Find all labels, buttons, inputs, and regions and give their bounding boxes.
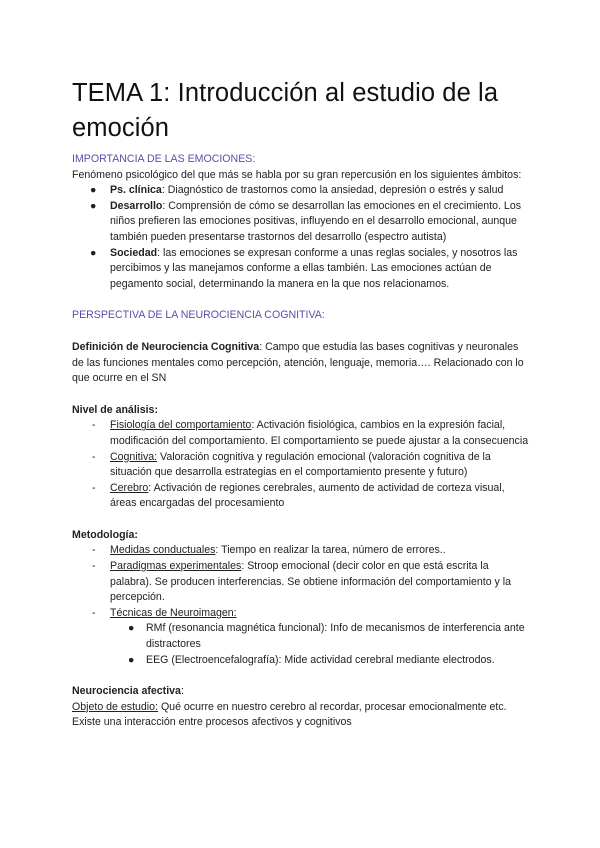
item-term: Cerebro: [110, 481, 149, 494]
item-text: EEG (Electroencefalografía): Mide actividad cerebral mediante electrodos.: [146, 653, 495, 666]
item-term: Ps. clínica: [110, 184, 162, 197]
dash-marker: -: [92, 450, 96, 463]
item-term: Cognitiva:: [110, 450, 158, 463]
item-text: : Comprensión de cómo se desarrollan las emociones en el crecimiento. Los niños prefieren las emociones positivas, influyendo en el desarrollo emocional, aunque también pueden presentarse trastornos del desarrollo (espectro autista): [110, 199, 522, 243]
objeto-paragraph: [72, 700, 530, 731]
objeto-text: Qué ocurre en nuestro cerebro al recordar, procesar emocionalmente etc. Existe una interacción entre procesos afectivos y cognitivos: [72, 700, 507, 729]
definicion-text: : Campo que estudia las bases cognitivas y neuronales de las funciones mentales como percepción, atención, lenguaje, memoria…. Relacionado con lo que ocurre en el SN: [72, 340, 524, 385]
section-heading-importancia: IMPORTANCIA DE LAS EMOCIONES:: [72, 153, 256, 165]
item-term: Medidas conductuales: [110, 544, 216, 557]
item-text: : Diagnóstico de trastornos como la ansiedad, depresión o estrés y salud: [161, 184, 504, 197]
item-term: Paradigmas experimentales: [110, 560, 242, 573]
bullet-marker: ●: [128, 653, 135, 666]
item-term: Técnicas de Neuroimagen:: [110, 606, 237, 619]
importancia-intro: Fenómeno psicológico del que más se habla por su gran repercusión en los siguientes ámbitos:: [72, 168, 522, 181]
definicion-term: Definición de Neurociencia Cognitiva: [72, 340, 260, 353]
objeto-term: Objeto de estudio:: [72, 700, 158, 713]
item-text: RMf (resonancia magnética funcional): Info de mecanismos de interferencia ante distractores: [146, 622, 525, 651]
list-item: [72, 543, 530, 559]
dash-marker: -: [92, 544, 96, 557]
metodologia-heading: Metodología:: [72, 528, 138, 541]
dash-marker: -: [92, 560, 96, 573]
item-text: : Activación de regiones cerebrales, aumento de actividad de corteza visual, áreas encargadas del procesamiento: [110, 481, 505, 510]
importancia-list: [72, 183, 530, 292]
list-item: [72, 183, 530, 199]
list-item: [72, 418, 530, 449]
item-term: Desarrollo: [110, 199, 163, 212]
item-text: : las emociones se expresan conforme a unas reglas sociales, y nosotros las percibimos y las manejamos conforme a ellas también. Las emociones actúan de pegamento social, determinando la manera en la que nos relacionamos.: [110, 246, 518, 290]
neuroimagen-list: [72, 621, 530, 668]
list-item: [72, 653, 530, 669]
metodologia-list: [72, 543, 530, 621]
nivel-list: [72, 418, 530, 512]
item-text: Valoración cognitiva y regulación emocional (valoración cognitiva de la situación que desarrolla estrategias en el comportamiento presente y futuro): [110, 450, 491, 479]
list-item: [72, 606, 530, 622]
bullet-marker: ●: [90, 199, 97, 212]
item-term: Sociedad: [110, 246, 158, 259]
list-item: [72, 621, 530, 652]
bullet-marker: ●: [90, 246, 97, 259]
page-title: TEMA 1: Introducción al estudio de la emoción: [72, 79, 499, 142]
definicion-paragraph: [72, 340, 530, 387]
section-heading-perspectiva: PERSPECTIVA DE LA NEUROCIENCIA COGNITIVA:: [72, 309, 325, 322]
bullet-marker: ●: [128, 622, 135, 635]
list-item: [72, 559, 530, 606]
dash-marker: -: [92, 481, 96, 494]
list-item: [72, 199, 530, 246]
list-item: [72, 481, 530, 512]
item-text: : Stroop emocional (decir color en que está escrita la palabra). Se producen interferencias. Se obtiene información del comportamiento y la percepción.: [110, 560, 512, 604]
list-item: [72, 246, 530, 293]
dash-marker: -: [92, 606, 96, 619]
bullet-marker: ●: [90, 184, 97, 197]
nivel-heading: Nivel de análisis:: [72, 403, 158, 416]
item-text: : Tiempo en realizar la tarea, número de errores..: [215, 544, 446, 557]
afectiva-heading: Neurociencia afectiva:: [72, 685, 184, 698]
item-text: : Activación fisiológica, cambios en la expresión facial, modificación del comportamiento. El comportamiento se puede ajustar a la consecuencia: [110, 419, 529, 447]
list-item: [72, 450, 530, 481]
item-term: Fisiología del comportamiento: [110, 419, 252, 432]
dash-marker: -: [92, 419, 96, 432]
